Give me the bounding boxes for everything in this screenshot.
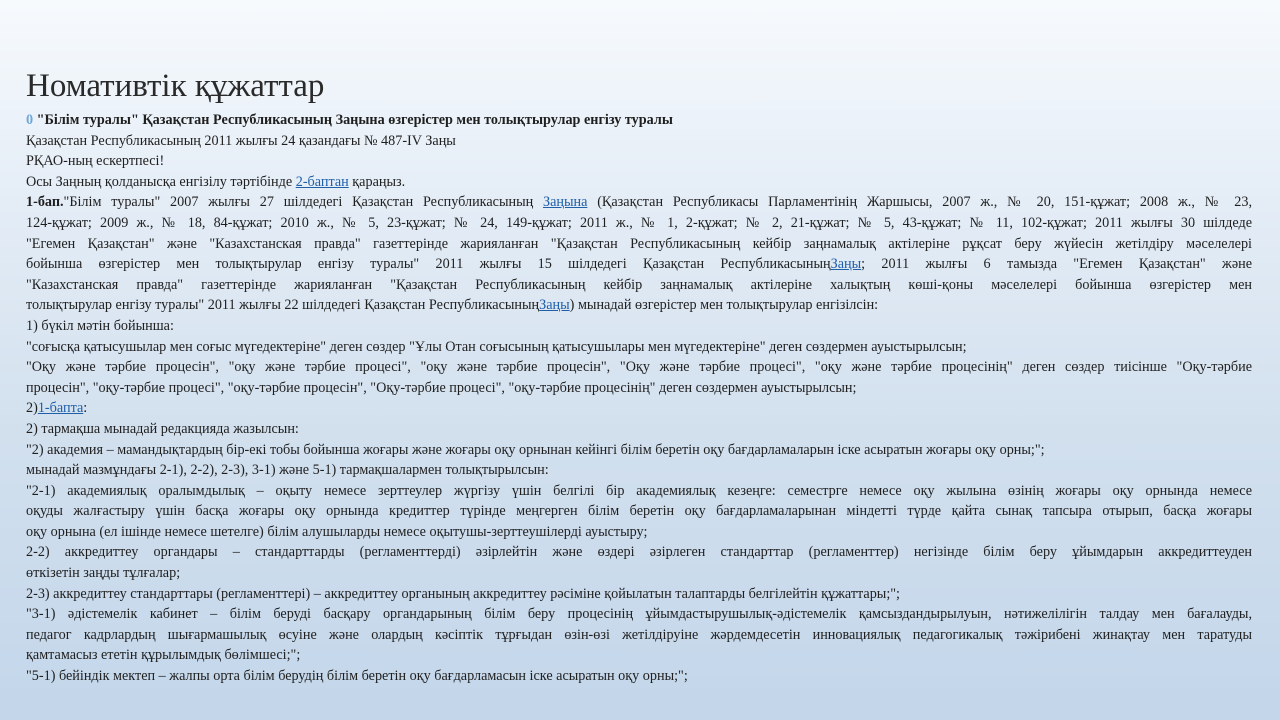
paragraph-line: мынадай мазмұндағы 2-1), 2-2), 2-3), 3-1) және 5-1) тармақшалармен толықтырылсын: [26,462,549,479]
paragraph-line: "3-1) әдістемелік кабинет – білім беруді басқару органдарының білім беру процесінің ұйымдастырушылық-әдістемелік қамсыздандырылуын, нәтижелілігін талдау мен бағалауды, [26,606,1252,623]
doc-heading-line [26,110,1252,131]
article-1-line-4 [26,254,1252,275]
law-link-3[interactable]: Заңы [539,297,570,314]
text-segment: ; 2011 жылғы 6 тамызда "Егемен Қазақстан" және [861,256,1252,273]
paragraph-line: "Оқу және тәрбие процесін", "оқу және тәрбие процесі", "оқу және тәрбие процесін", "Оқу және тәрбие процесі", "оқу және тәрбие процесінің" деген сөздер тиісінше "Оқу-тәрбие [26,359,1252,376]
note-title: РҚАО-ның ескертпесі! [26,153,165,170]
list-marker: 0 [26,112,34,128]
note-line [26,172,1252,193]
doc-heading: "Білім туралы" Қазақстан Республикасының Заңына өзгерістер мен толықтырулар енгізу туралы [36,112,673,128]
paragraph-line: оқуды жалғастыру үшін басқа жоғары оқу орнында кредиттер түрінде меңгерген білім беретін оқу бағдарламаларынан міндетті түрде қайта сынақ тапсыра отырып, басқа жоғары [26,503,1252,520]
article-1-line-1 [26,192,1252,213]
paragraph-line: "2) академия – мамандықтардың бір-екі тобы бойынша жоғары және жоғары оқу орнынан кейінгі білім беретін оқу бағдарламаларын іске асыратын жоғары оқу орны;"; [26,441,1045,458]
paragraph-line: 2) тармақша мынадай редакцияда жазылсын: [26,420,299,437]
text-segment: (Қазақстан Республикасы Парламентінің Жаршысы, 2007 ж., № 20, 151-құжат; 2008 ж., № 23, [587,194,1252,211]
text-segment: : [83,400,88,417]
paragraph-line: қамтамасыз ететін құрылымдық бөлімшесі;"; [26,647,301,664]
law-link-2[interactable]: Заңы [830,256,862,273]
paragraph-line: 1) бүкіл мәтін бойынша: [26,317,174,334]
text-segment: "Білім туралы" 2007 жылғы 27 шілдедегі Қазақстан Республикасының [63,194,543,211]
document-body [26,110,1252,687]
note-text: Осы Заңның қолданысқа енгізілу тәртібінде [26,173,296,190]
article-1-line-5: "Казахстанская правда" газеттерінде жарияланған "Қазақстан Республикасының кейбір заңнамалық актілеріне халықтың көші-қоны мәселелері бойынша өзгерістер мен [26,276,1252,293]
paragraph-line [26,398,1252,419]
paragraph-line: процесін", "оқу-тәрбие процесі", "оқу-тәрбие процесін", "Оқу-тәрбие процесі", "оқу-тәрбие процесінің" деген сөздермен ауыстырылсын; [26,379,857,396]
paragraph-line: "2-1) академиялық оралымдылық – оқыту немесе зерттеулер жүргізу үшін белгілі бір академиялық кезеңге: семестрге немесе оқу жылына өзінің жоғары оқу орнында немесе [26,482,1252,499]
paragraph-line: "5-1) бейіндік мектеп – жалпы орта білім берудің білім беретін оқу бағдарламасын іске асыратын оқу орны;"; [26,668,688,685]
article-1-line-6 [26,295,1252,316]
text-segment: толықтырулар енгізу туралы" 2011 жылғы 22 шілдедегі Қазақстан Республикасының [26,297,540,314]
article-1-line-3: "Егемен Қазақстан" және "Казахстанская правда" газеттерінде жарияланған "Қазақстан Республикасының кейбір заңнамалық актілеріне рұқсат беру жүйесін жетілдіру мәселелері [26,235,1252,252]
paragraph-line: 2-2) аккредиттеу органдары – стандарттарды (регламенттерді) әзірлейтін және өздері әзірлеген стандарттар (регламенттер) негізінде білім беру ұйымдарын аккредиттеуден [26,544,1252,561]
text-segment: 2) [26,400,38,417]
article-2-link[interactable]: 2-баптан [295,173,349,190]
text-segment: ) мынадай өзгерістер мен толықтырулар енгізілсін: [569,297,879,314]
law-link[interactable]: Заңына [542,194,588,211]
paragraph-line: оқу орнына (ел ішінде немесе шетелге) білім алушыларды немесе оқытушы-зерттеушілерді ауыстыру; [26,523,648,540]
article-1-link[interactable]: 1-бапта [37,400,84,417]
paragraph-line: 2-3) аккредиттеу стандарттары (регламенттері) – аккредиттеу органының аккредиттеу рәсіміне қойылатын талаптарды белгілейтін құжаттары;"; [26,585,900,602]
article-1-label: 1-бап. [26,194,64,211]
note-text-end: қараңыз. [348,173,406,190]
text-segment: бойынша өзгерістер мен толықтырулар енгізу туралы" 2011 жылғы 15 шілдедегі Қазақстан Республикасының [26,256,831,273]
law-reference: Қазақстан Республикасының 2011 жылғы 24 қазандағы № 487-IV Заңы [26,132,456,149]
article-1-line-2: 124-құжат; 2009 ж., № 18, 84-құжат; 2010 ж., № 5, 23-құжат; № 24, 149-құжат; 2011 ж., № 1, 2-құжат; № 2, 21-құжат; № 5, 43-құжат; № 11, 102-құжат; 2011 жылғы 30 шілдеде [26,214,1252,231]
paragraph-line: педагог кадрлардың шығармашылық өсуіне және олардың кәсіптік тұрғыдан өзін-өзі жетілдіруіне жәрдемдесетін инновациялық педагогикалық тәжірибені жинақтау мен таратуды [26,626,1252,643]
slide-title: Номативтік құжаттар [26,68,325,104]
paragraph-line: "соғысқа қатысушылар мен соғыс мүгедектеріне" деген сөздер "Ұлы Отан соғысының қатысушылары мен мүгедектеріне" деген сөздермен ауыстырылсын; [26,338,967,355]
paragraph-line: өткізетін заңды тұлғалар; [26,565,181,582]
